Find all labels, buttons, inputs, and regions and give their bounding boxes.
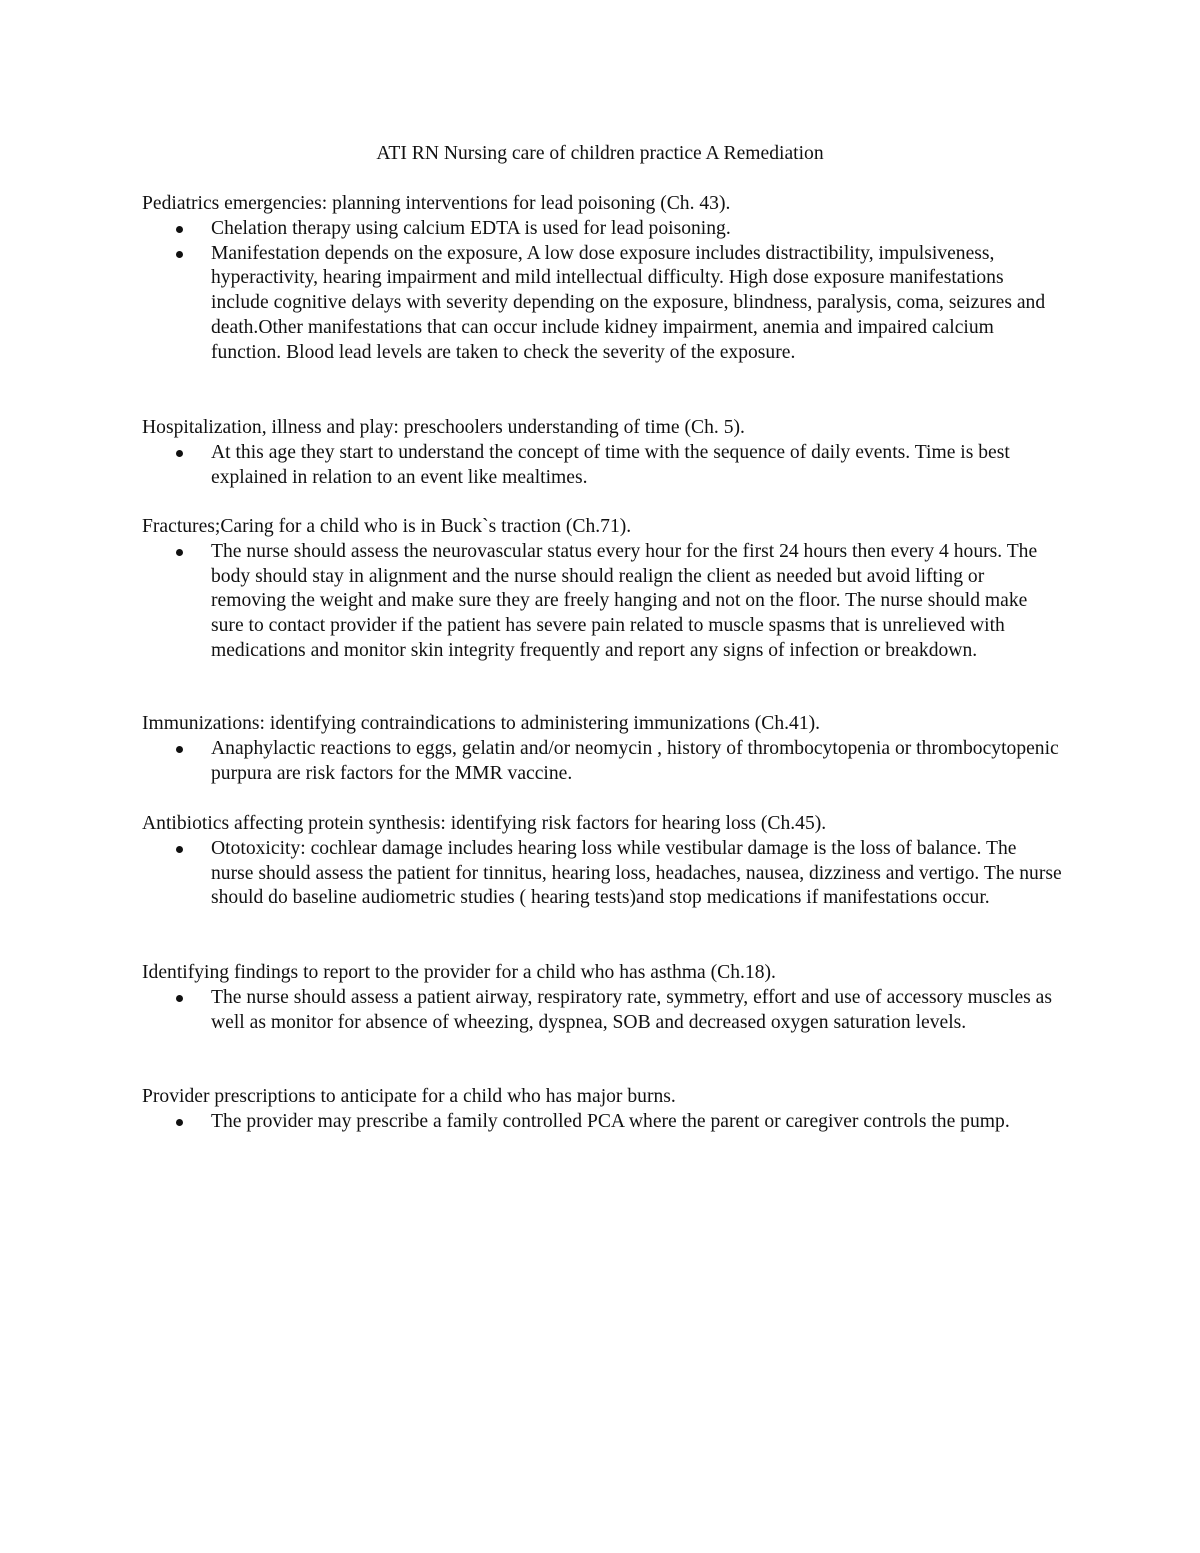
- bullet-text: Manifestation depends on the exposure, A low dose exposure includes distractibility, impulsiveness, hyperactivity, hearing impairment and mild intellectual difficulty. High dose exposure manifestations include cognitive delays with severity depending on the exposure, blindness, paralysis, coma, seizures and death.Other manifestations that can occur include kidney impairment, anemia and impaired calcium function. Blood lead levels are taken to check the severity of the exposure.: [211, 242, 1046, 363]
- section-heading: Pediatrics emergencies: planning interventions for lead poisoning (Ch. 43).: [142, 193, 731, 214]
- bullet-item: [142, 540, 1062, 664]
- section-antibiotics: [142, 812, 1062, 911]
- bullet-list: [142, 986, 1062, 1036]
- section-heading: Antibiotics affecting protein synthesis: identifying risk factors for hearing loss (Ch.45).: [142, 813, 827, 834]
- bullet-icon: [176, 746, 183, 753]
- bullet-text: The nurse should assess the neurovascular status every hour for the first 24 hours then every 4 hours. The body should stay in alignment and the nurse should realign the client as needed but avoid lifting or removing the weight and make sure they are freely hanging and not on the floor. The nurse should make sure to contact provider if the patient has severe pain related to muscle spasms that is unrelieved with medications and monitor skin integrity frequently and report any signs of infection or breakdown.: [211, 540, 1038, 661]
- bullet-text: The provider may prescribe a family controlled PCA where the parent or caregiver controls the pump.: [211, 1110, 1010, 1132]
- bullet-list: [142, 1110, 1062, 1135]
- bullet-icon: [176, 450, 183, 457]
- bullet-icon: [176, 251, 183, 258]
- bullet-icon: [176, 995, 183, 1002]
- section-heading: Hospitalization, illness and play: preschoolers understanding of time (Ch. 5).: [142, 417, 745, 438]
- bullet-list: [142, 540, 1062, 664]
- bullet-icon: [176, 1119, 183, 1126]
- section-heading: Identifying findings to report to the provider for a child who has asthma (Ch.18).: [142, 962, 776, 983]
- bullet-item: [142, 217, 1062, 242]
- bullet-text: Ototoxicity: cochlear damage includes hearing loss while vestibular damage is the loss of balance. The nurse should assess the patient for tinnitus, hearing loss, headaches, nausea, dizziness and vertigo. The nurse should do baseline audiometric studies ( hearing tests)and stop medications if manifestations occur.: [211, 837, 1062, 909]
- bullet-list: [142, 217, 1062, 366]
- section-heading: Fractures;Caring for a child who is in Buck`s traction (Ch.71).: [142, 516, 632, 537]
- section-major-burns: [142, 1085, 1062, 1135]
- bullet-icon: [176, 226, 183, 233]
- bullet-text: At this age they start to understand the concept of time with the sequence of daily events. Time is best explained in relation to an event like mealtimes.: [211, 441, 1010, 488]
- bullet-item: [142, 242, 1062, 366]
- bullet-list: [142, 737, 1062, 787]
- bullet-item: [142, 441, 1062, 491]
- section-preschool-time: [142, 416, 1062, 490]
- bullet-list: [142, 837, 1062, 911]
- bullet-icon: [176, 846, 183, 853]
- bullet-text: Chelation therapy using calcium EDTA is used for lead poisoning.: [211, 217, 731, 239]
- document-title: ATI RN Nursing care of children practice A Remediation: [376, 143, 824, 164]
- bullet-list: [142, 441, 1062, 491]
- section-immunizations: [142, 712, 1062, 786]
- bullet-icon: [176, 549, 183, 556]
- bullet-item: [142, 737, 1062, 787]
- section-asthma: [142, 961, 1062, 1035]
- section-heading: Provider prescriptions to anticipate for a child who has major burns.: [142, 1086, 676, 1107]
- bullet-item: [142, 986, 1062, 1036]
- bullet-text: Anaphylactic reactions to eggs, gelatin and/or neomycin , history of thrombocytopenia or thrombocytopenic purpura are risk factors for the MMR vaccine.: [211, 737, 1059, 784]
- section-lead-poisoning: [142, 192, 1062, 366]
- bullet-item: [142, 837, 1062, 911]
- section-heading: Immunizations: identifying contraindications to administering immunizations (Ch.41).: [142, 713, 821, 734]
- section-bucks-traction: [142, 515, 1062, 664]
- bullet-text: The nurse should assess a patient airway, respiratory rate, symmetry, effort and use of accessory muscles as well as monitor for absence of wheezing, dyspnea, SOB and decreased oxygen saturation levels.: [211, 986, 1052, 1033]
- bullet-item: [142, 1110, 1062, 1135]
